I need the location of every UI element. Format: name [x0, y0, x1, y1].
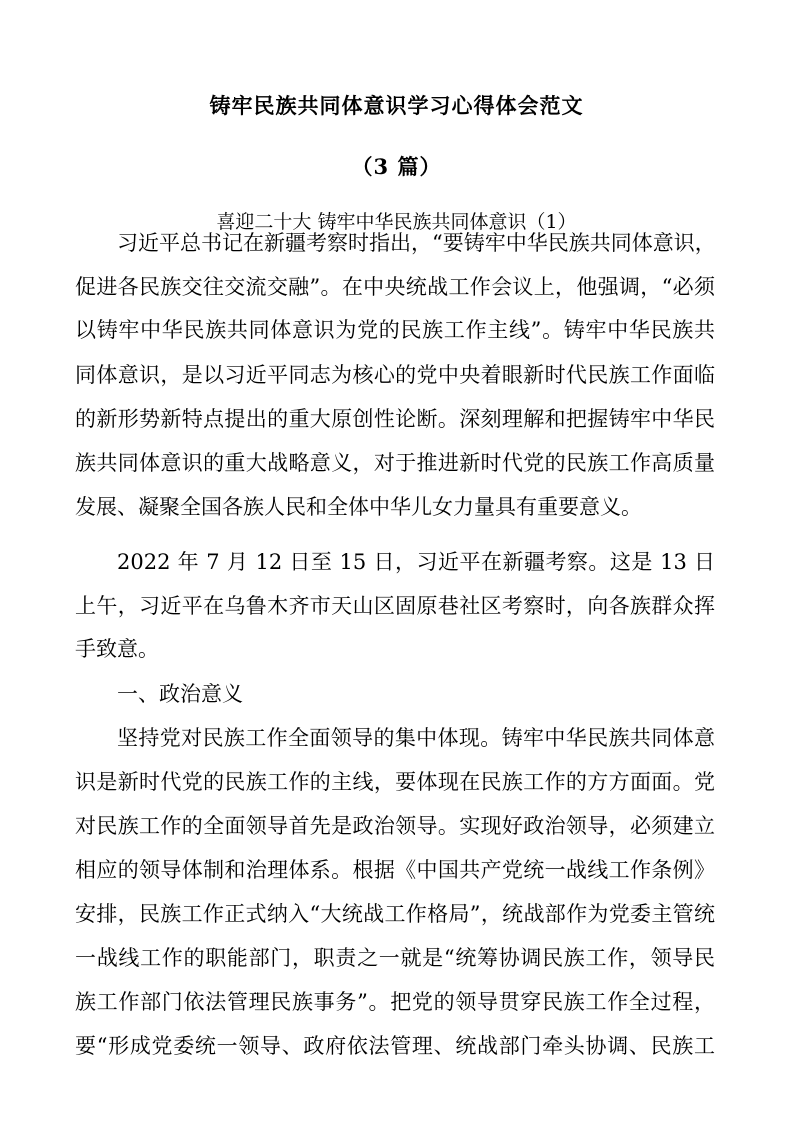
- paragraph-line: 相应的领导体制和治理体系。根据《中国共产党统一战线工作条例》: [75, 858, 715, 882]
- paragraph-line: 促进各民族交往交流交融”。在中央统战工作会议上，他强调，“必须: [75, 275, 715, 299]
- paragraph-line: 族共同体意识的重大战略意义，对于推进新时代党的民族工作高质量: [75, 451, 715, 475]
- paragraph-line: 2022 年 7 月 12 日至 15 日，习近平在新疆考察。这是 13 日: [117, 550, 715, 574]
- document-title: 铸牢民族共同体意识学习心得体会范文: [209, 93, 584, 118]
- paragraph-line: 手致意。: [75, 637, 159, 661]
- paragraph-line: 上午，习近平在乌鲁木齐市天山区固原巷社区考察时，向各族群众挥: [75, 594, 715, 618]
- paragraph-line: 同体意识，是以习近平同志为核心的党中央着眼新时代民族工作面临: [75, 363, 715, 387]
- paragraph-line: 识是新时代党的民族工作的主线，要体现在民族工作的方方面面。党: [75, 770, 715, 794]
- paragraph-line: 一战线工作的职能部门，职责之一就是“统筹协调民族工作，领导民: [75, 946, 715, 970]
- paragraph-line: 要“形成党委统一领导、政府依法管理、统战部门牵头协调、民族工: [75, 1034, 715, 1058]
- paragraph-line: 安排，民族工作正式纳入“大统战工作格局”，统战部作为党委主管统: [75, 902, 715, 926]
- document-title-count: （3 篇）: [351, 154, 442, 179]
- section-subtitle: 喜迎二十大 铸牢中华民族共同体意识（1）: [216, 211, 577, 233]
- paragraph-line: 习近平总书记在新疆考察时指出，“要铸牢中华民族共同体意识，: [117, 231, 716, 255]
- section-heading: 一、政治意义: [117, 682, 243, 706]
- paragraph-line: 的新形势新特点提出的重大原创性论断。深刻理解和把握铸牢中华民: [75, 407, 715, 431]
- paragraph-line: 族工作部门依法管理民族事务”。把党的领导贯穿民族工作全过程，: [75, 990, 715, 1014]
- paragraph-line: 对民族工作的全面领导首先是政治领导。实现好政治领导，必须建立: [75, 814, 715, 838]
- paragraph-line: 以铸牢中华民族共同体意识为党的民族工作主线”。铸牢中华民族共: [75, 318, 715, 342]
- paragraph-line: 坚持党对民族工作全面领导的集中体现。铸牢中华民族共同体意: [117, 726, 715, 750]
- paragraph-line: 发展、凝聚全国各族人民和全体中华儿女力量具有重要意义。: [75, 495, 642, 519]
